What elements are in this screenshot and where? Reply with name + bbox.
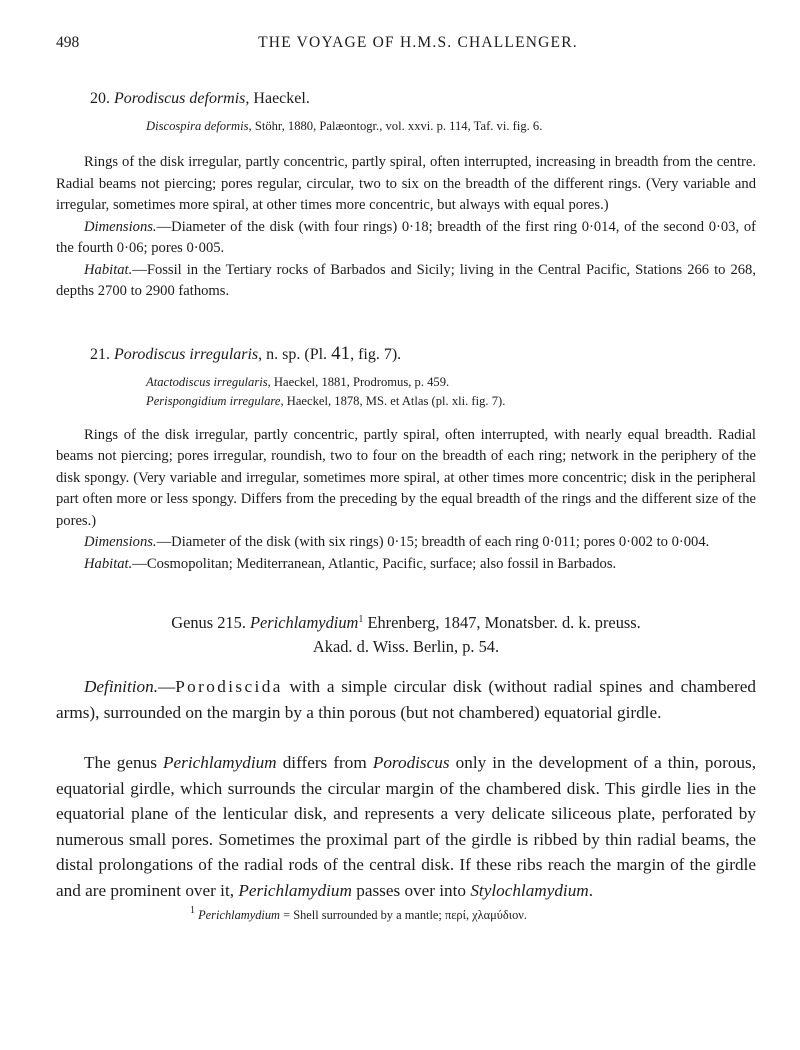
species-21-heading [90,343,756,366]
species-authority: , Haeckel. [245,90,310,107]
dimensions-label: Dimensions. [84,218,157,235]
species-20-text [56,152,756,303]
footnote-text: = Shell surrounded by a mantle; [280,908,445,922]
text-run: only in the development of a thin, porous, equatorial girdle, which surrounds the circular margin of the chambered disk. This girdle lies in the equatorial plane of the lenticular disk, and represents a very delicate siliceous plate, perforated by numerous small pores. Sometimes the proximal part of the girdle is ribbed by thin radial beams, the distal prolongations of the radial rods of the central disk. If these ribs reach the margin of the girdle and are prominent over it, [56,753,756,900]
species-21-habitat [56,554,756,576]
habitat-text: —Cosmopolitan; Mediterranean, Atlantic, Pacific, surface; also fossil in Barbados. [132,555,617,572]
definition-label: Definition. [84,677,158,696]
footnote-term: Perichlamydium [198,908,281,922]
footnote [190,907,756,924]
dimensions-label: Dimensions. [84,534,157,550]
genus-text [56,674,756,903]
species-authority: , n. sp. (Pl. [258,345,332,363]
running-header [56,34,756,56]
species-20-dimensions [56,217,756,260]
synonym-name: Atactodiscus irregularis [146,374,268,389]
habitat-text: —Fossil in the Tertiary rocks of Barbados and Sicily; living in the Central Pacific, Stations 266 to 268, depths 2700 to 2900 fathoms. [56,261,756,299]
genus-number: Genus 215. [171,613,251,632]
synonym-line [146,117,756,136]
synonym-citation: , Haeckel, 1881, Prodromus, p. 459. [267,374,450,389]
habitat-label: Habitat. [84,261,133,278]
species-name: Porodiscus irregularis [114,345,259,363]
page-body [56,88,756,924]
genus-name-italic: Perichlamydium [163,753,277,772]
definition-dash: — [158,677,176,696]
genus-heading [56,611,756,659]
species-20-habitat [56,260,756,303]
species-21-description: Rings of the disk irregular, partly concentric, partly spiral, often interrupted, with nearly equal breadth. Radial beams not piercing; pores irregular, roundish, two to four on the breadth of each ring; network in the periphery of the disk spongy. (Very variable and irregular, sometimes more spiral, at other times more concentric; disk in the peripheral part often more or less spongy. Differs from the preceding by the equal breadth of the rings and the different size of the pores.) [56,426,756,529]
text-run: The genus [84,753,163,772]
synonym-line [146,392,756,411]
species-21-text [56,425,756,576]
plate-number: 41 [331,342,351,364]
genus-heading-line-1 [56,611,756,635]
species-20-synonymy [56,117,756,136]
genus-definition [56,674,756,725]
synonym-name: Discospira deformis [146,119,249,133]
species-name: Porodiscus deformis [114,90,246,107]
footnote-mark: 1 [190,905,195,916]
genus-name-italic: Porodiscus [372,753,450,772]
running-title: THE VOYAGE OF H.M.S. CHALLENGER. [258,34,578,51]
genus-name-italic: Stylochlamydium [470,880,589,900]
synonym-line [146,373,756,392]
species-number: 21. [90,345,110,363]
species-20-description: Rings of the disk irregular, partly concentric, partly spiral, often interrupted, increasing in breadth from the centre. Radial beams not piercing; pores regular, circular, two to six on the breadth of the different rings. (Very variable and irregular, sometimes more spiral, at other times more concentric, but always with equal pores.) [56,154,756,213]
species-figure: , fig. 7). [350,345,402,363]
genus-heading-line-2: Akad. d. Wiss. Berlin, p. 54. [312,637,500,656]
genus-discussion [56,750,756,903]
species-number: 20. [90,90,110,107]
synonym-citation: , Haeckel, 1878, MS. et Atlas (pl. xli. fig. 7). [280,393,506,408]
synonym-citation: , Stöhr, 1880, Palæontogr., vol. xxvi. p. 114, Taf. vi. fig. 6. [248,119,543,133]
species-21-dimensions [56,532,756,554]
footnote-greek: περί, χλαμύδιον. [444,908,527,922]
family-name: Porodiscida [175,677,283,696]
species-20-heading [90,88,756,110]
page-number: 498 [56,34,80,51]
genus-name-italic: Perichlamydium [238,880,352,900]
dimensions-text: —Diameter of the disk (with four rings) 0·18; breadth of the first ring 0·014, of the second 0·03, of the fourth 0·06; pores 0·005. [56,218,756,256]
habitat-label: Habitat. [84,555,133,572]
text-run: differs from [276,753,373,772]
dimensions-text: —Diameter of the disk (with six rings) 0·15; breadth of each ring 0·011; pores 0·002 to 0·004. [156,534,710,550]
synonym-name: Perispongidium irregulare [146,393,281,408]
genus-authority: Ehrenberg, 1847, Monatsber. d. k. preuss. [363,613,641,632]
species-21-synonymy [56,373,756,411]
text-run: passes over into [351,880,471,900]
footnote-reference: 1 [358,614,364,625]
definition-text: with a simple circular disk (without radial spines and chambered arms), surrounded on the margin by a thin porous (but not chambered) equatorial girdle. [56,677,756,722]
text-run: . [588,880,593,900]
genus-name: Perichlamydium [250,613,359,632]
